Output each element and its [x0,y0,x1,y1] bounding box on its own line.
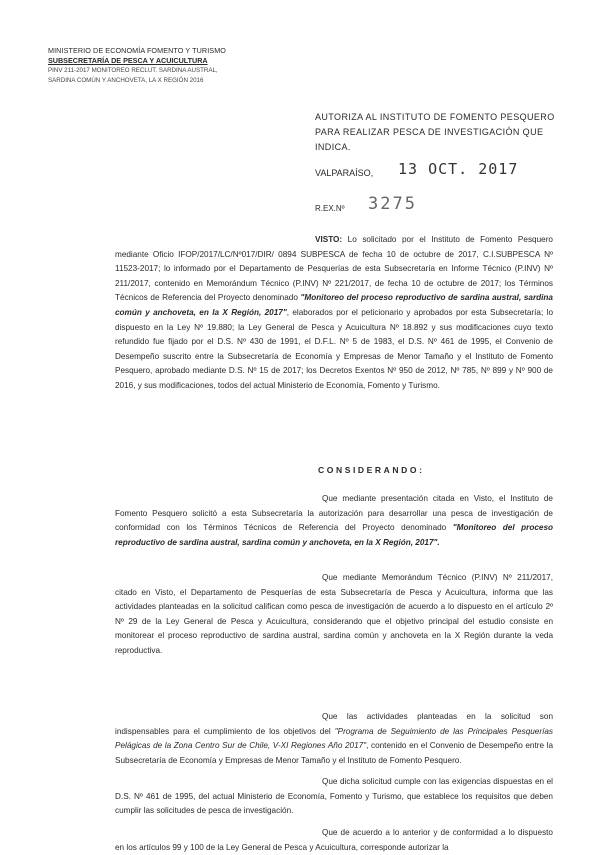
file-reference-line: SARDINA COMÚN Y ANCHOVETA, LA X REGIÓN 2016 [48,77,204,84]
considerando-paragraph-5: Que de acuerdo a lo anterior y de conformidad a lo dispuesto en los artículos 99 y 100 de la Ley General de Pesca y Acuicultura, corresponde autorizar la [115,828,553,852]
considerando-paragraph-4: Que dicha solicitud cumple con las exigencias dispuestas en el D.S. Nº 461 de 1995, del actual Ministerio de Economía, Fomento y Turismo, que establece los requisitos que deben cumplir las solicitudes de pesca de investigación. [115,777,553,816]
visto-text: Lo solicitado por el Instituto de Fomento Pesquero mediante Oficio IFOP/2017/LC/Nº017/DIR/ 0894 SUBPESCA de fecha 10 de octubre de 2017, C.I.SUBPESCA Nº 11523-2017; lo informado por el Departamento de Pesquerías de esta Subsecretaría en Informe Técnico (P.INV) Nº 211/2017, contenido en Memorándum Técnico (P.INV) Nº 221/2017, de fecha 10 de octubre de 2017; los Términos Técnicos de Referencia del Proyecto denominado [115,235,553,303]
paragraph-text: Que mediante presentación citada en Visto, el Instituto de Fomento Pesquero solicitó a esta Subsecretaría la autorización para desarrollar una pesca de investigación de conformidad con los Términos Técnicos de Referencia del Proyecto denominado [115,494,553,533]
letterhead [48,46,248,86]
considerando-paragraph-1 [115,492,553,550]
considerando-paragraph-3 [115,710,553,768]
visto-paragraph [115,233,553,394]
paragraph-text: Que las actividades planteadas en la solicitud son indispensables para el cumplimiento de los objetivos del [115,712,553,736]
ministry-name: MINISTERIO DE ECONOMÍA FOMENTO Y TURISMO [48,46,226,55]
resolution-number-label: R.EX.Nº [315,204,345,213]
subsecretariat-name: SUBSECRETARÍA DE PESCA Y ACUICULTURA [48,56,208,65]
visto-text-continued: , elaborados por el peticionario y aprobados por esta Subsecretaría; lo dispuesto en la Ley Nº 19.880; la Ley General de Pesca y Acuicultura Nº 18.892 y sus modificaciones cuyo texto refundido fue fijado por el D.S. Nº 430 de 1991, el D.F.L. Nº 5 de 1983, el D.S. Nº 461 de 1995, el Convenio de Desempeño suscrito entre la Subsecretaría de Economía y Empresas de Menor Tamaño y el Instituto de Fomento Pesquero, aprobado mediante D.S. Nº 15 de 2017; los Decretos Exentos Nº 950 de 2012, Nº 785, Nº 899 y Nº 900 de 2016, y sus modificaciones, todos del actual Ministerio de Economía, Fomento y Turismo. [115,307,553,390]
paragraph-text-continued: , contenido en el Convenio de Desempeño entre la Subsecretaría de Economía y Empresas de Menor Tamaño y el Instituto de Fomento Pesquero. [115,741,553,765]
file-reference-line: PINV 211-2017 MONITOREO RECLUT. SARDINA AUSTRAL, [48,67,218,74]
program-name: "Programa de Seguimiento de las Principales Pesquerías Pelágicas de la Zona Centro Sur de Chile, V-XI Regiones Año 2017" [115,726,554,751]
date-stamp: 13 OCT. 2017 [398,160,519,178]
considerando-paragraph-2: Que mediante Memorándum Técnico (P.INV) Nº 211/2017, citado en Visto, el Departamento de Pesquerías de esta Subsecretaría de Pesca y Acuicultura, informa que las actividades planteadas en la solicitud califican como pesca de investigación de acuerdo a lo dispuesto en el artículo 2º Nº 29 de la Ley General de Pesca y Acuicultura, considerando que el objetivo principal del estudio consiste en monitorear el proceso reproductivo de sardina austral, sardina común y anchoveta en la X Región durante la veda reproductiva. [115,573,553,655]
project-name: "Monitoreo del proceso reproductivo de sardina austral, sardina común y anchoveta, en la X Región, 2017". [115,523,554,547]
visto-label: VISTO: [315,235,343,244]
resolution-number-stamp: 3275 [368,194,417,214]
resolution-title: AUTORIZA AL INSTITUTO DE FOMENTO PESQUERO PARA REALIZAR PESCA DE INVESTIGACIÓN QUE INDICA. [315,112,555,152]
place-label: VALPARAÍSO, [315,168,374,178]
considerando-heading: CONSIDERANDO: [318,465,425,475]
project-name: "Monitoreo del proceso reproductivo de sardina austral, sardina común y anchoveta, en la X Región, 2017" [115,293,553,317]
